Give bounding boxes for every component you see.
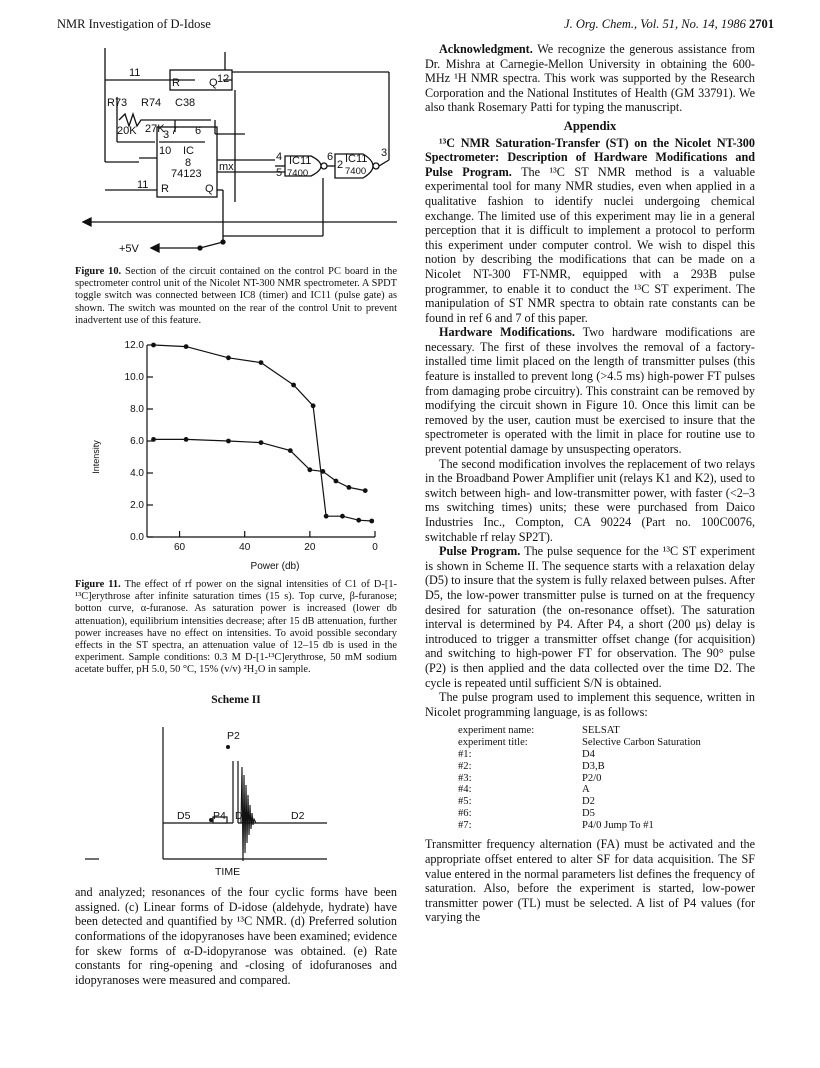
running-header-journal <box>564 17 774 32</box>
label-7400b: 7400 <box>345 166 367 177</box>
program-key: #3: <box>458 772 472 784</box>
data-point <box>291 383 296 388</box>
program-key: #1: <box>458 748 472 760</box>
y-tick-label: 4.0 <box>130 468 144 480</box>
label-3b: 3 <box>381 147 388 159</box>
y-tick-label: 12.0 <box>124 340 144 352</box>
final-paragraph: Transmitter frequency alternation (FA) must be activated and the appropriate offset entered to alter SF for data acquisition. The SF value entered in the normal parameters list defines the frequency of saturation. Also, before the experiment is started, low-power transmitter power (TL) must be selected. A list of P4 values (for varying the <box>425 837 755 925</box>
label-7: 7 <box>171 125 178 137</box>
program-value: D2 <box>582 796 595 808</box>
y-tick-label: 10.0 <box>124 372 144 384</box>
data-point <box>311 403 316 408</box>
label-ic: IC <box>183 145 194 157</box>
scheme-2-diagram <box>75 711 397 879</box>
label-10: 10 <box>159 145 172 157</box>
journal-citation: J. Org. Chem., Vol. 51, No. 14, 1986 <box>564 17 746 31</box>
label-p2: P2 <box>227 730 240 743</box>
data-point <box>324 514 329 519</box>
x-axis-label: Power (db) <box>250 561 300 573</box>
pulse-program-paragraph: Pulse Program. The pulse sequence for the ¹³C ST experiment is shown in Scheme II. The sequence starts with a relaxation delay (D5) to insure that the system is fully relaxed between pulses. After D5, the low-power transmitter pulse is turned on at the frequency desired for saturation (the on-resonance offset). The saturation interval is determined by P4. After P4, a short (200 μs) delay is introduced to trigger a transmitter offset change (for acquisition) and switching to high-power FT for observation. The 90° pulse (P2) is then applied and the data collected over the time D2. The cycle is repeated until sufficient S/N is obtained. <box>425 544 755 690</box>
figure-10-caption: Figure 10. Section of the circuit contained on the control PC board in the spectrometer control unit of the Nicolet NT-300 NMR spectrometer. A SPDT toggle switch was connected between IC8 (timer) and IC11 (pulse gate) as shown. The switch was mounted on the rear of the control Unit to prevent inadvertent use of this feature. <box>75 266 397 326</box>
label-plus5v: +5V <box>119 243 139 255</box>
program-key: experiment title: <box>458 737 528 749</box>
label-74123: 74123 <box>171 168 202 180</box>
label-c38: C38 <box>175 97 196 109</box>
label-11: 11 <box>129 67 141 79</box>
label-d5: D5 <box>177 810 191 823</box>
label-11b: 11 <box>137 179 149 191</box>
appendix-heading: Appendix <box>563 118 617 133</box>
data-point <box>151 437 156 442</box>
figure-10-circuit <box>75 42 397 266</box>
data-point <box>259 440 264 445</box>
y-axis-label: Intensity <box>91 440 101 474</box>
x-tick-label: 40 <box>239 542 251 554</box>
label-6: 6 <box>195 125 202 137</box>
data-point <box>226 355 231 360</box>
label-ic11a: IC11 <box>289 155 312 167</box>
label-r74: R74 <box>141 97 162 109</box>
program-value: P2/0 <box>582 772 602 784</box>
data-point <box>356 518 361 523</box>
label-2: 2 <box>337 159 344 171</box>
program-value: SELSAT <box>582 725 620 737</box>
pulse-program-listing <box>458 725 701 831</box>
x-tick-label: 60 <box>174 542 186 554</box>
program-row <box>458 820 701 832</box>
label-r73: R73 <box>107 97 128 109</box>
program-row <box>458 749 701 761</box>
data-point <box>151 343 156 348</box>
left-column <box>75 42 397 987</box>
program-key: #4: <box>458 784 472 796</box>
data-point <box>363 488 368 493</box>
left-column-conclusion-text: and analyzed; resonances of the four cyclic forms have been assigned. (c) Linear forms of D-idose (aldehyde, hydrate) have been detected and quantified by ¹³C NMR. (d) Preferred solution conformations of the idopyranoses have been examined; evidence for skew forms of α-D-idopyranose was obtained. (e) Rate constants for ring-opening and -closing of idofuranoses and idopyranoses were measured and compared. <box>75 885 397 987</box>
label-time: TIME <box>215 866 241 879</box>
label-p4: P4 <box>213 810 226 823</box>
running-header-title: NMR Investigation of D-Idose <box>57 17 211 31</box>
label-4: 4 <box>276 151 283 163</box>
series-2-line <box>154 439 366 490</box>
program-row <box>458 808 701 820</box>
program-key: #6: <box>458 807 472 819</box>
program-row <box>458 784 701 796</box>
program-key: #5: <box>458 796 472 808</box>
data-point <box>369 519 374 524</box>
label-R: R <box>172 77 180 89</box>
label-d3: D3 <box>235 810 249 823</box>
data-point <box>288 448 293 453</box>
label-mx: mx <box>219 161 234 173</box>
data-point <box>334 479 339 484</box>
program-value: D5 <box>582 807 595 819</box>
label-Q: Q <box>209 77 218 89</box>
program-key: #7: <box>458 819 472 831</box>
label-27k: 27K <box>145 123 165 135</box>
y-tick-label: 2.0 <box>130 500 144 512</box>
label-5: 5 <box>276 167 283 179</box>
st-paragraph: ¹³C NMR Saturation-Transfer (ST) on the Nicolet NT-300 Spectrometer: Description of Hardware Modifications and Pulse Program. The ¹³C ST NMR method is a valuable experimental tool for many NMR studies, even when applied in a qualitative fashion to identify nuclei undergoing chemical exchange. The limited use of this experiment may lie in a general perception that it is difficult to implement a protocol to perform this experiment under computer control. We wish to dispel this notion by describing the modifications that can be made on a Nicolet NT-300 FT-NMR, equipped with a 293B pulse programmer, to enable it to conduct the ¹³C ST experiment. The manipulation of ST NMR spectra to obtain rate constants can be found in ref 6 and 7 of this paper. <box>425 135 756 325</box>
program-key: #2: <box>458 760 472 772</box>
program-row <box>458 773 701 785</box>
program-value: D4 <box>582 748 595 760</box>
program-row <box>458 796 701 808</box>
program-row <box>458 725 701 737</box>
label-R2: R <box>161 183 169 195</box>
label-d2: D2 <box>291 810 305 823</box>
program-value: Selective Carbon Saturation <box>582 737 701 749</box>
page-number: 2701 <box>749 17 774 31</box>
label-12: 12 <box>217 73 230 85</box>
data-point <box>226 439 231 444</box>
data-point <box>340 514 345 519</box>
program-row <box>458 761 701 773</box>
second-modification-paragraph: The second modification involves the replacement of two relays in the Broadband Power Amplifier unit (relays K1 and K2), used to switch between high- and low-transmitter power, with faster (<2–3 ms switching times) units; these were purchased from Daico Industries Inc., Compton, CA 90224 (Part no. 100C0076, switchable rf relay SP2T). <box>425 456 755 544</box>
data-point <box>184 344 189 349</box>
right-column <box>425 42 755 925</box>
label-20k: 20K <box>117 125 137 137</box>
label-6b: 6 <box>327 151 334 163</box>
program-value: P4/0 Jump To #1 <box>582 819 654 831</box>
program-key: experiment name: <box>458 725 535 737</box>
x-tick-label: 20 <box>304 542 316 554</box>
data-point <box>307 467 312 472</box>
hardware-paragraph: Hardware Modifications. Two hardware modifications are necessary. The first of these involves the removal of a factory-installed time limit placed on the length of transmitter pulses (this feature is installed to prevent long (>4.5 ms) high-power FT pulses from damaging probe circuitry). This constraint can be removed by modifying the circuit shown in Figure 10. Once this limit can be removed by the user, caution must be exercised to insure that the spectrometer is operated with the limit in place for routine use to prevent potential damage by unsuspecting operators. <box>425 325 755 457</box>
program-value: D3,B <box>582 760 605 772</box>
label-3: 3 <box>163 129 170 141</box>
x-tick-label: 0 <box>372 542 378 554</box>
y-tick-label: 8.0 <box>130 404 144 416</box>
data-point <box>259 360 264 365</box>
data-point <box>320 469 325 474</box>
figure-11-caption: Figure 11. The effect of rf power on the signal intensities of C1 of D-[1-¹³C]erythrose after infinite saturation times (15 s). Top curve, β-furanose; botton curve, α-furanose. As saturation power is increased (lower db attenuation), equilibrium intensities decrease; after 15 dB attenuation, further power increases have no effect on intensities. To avoid possible secondary effects in the ST spectra, an attenuation value of 12–15 db is used in the experiment. Sample conditions: 0.3 M D-[1-¹³C]erythrose, 50 mM sodium acetate buffer, pH 5.0, 50 °C, 15% (v/v) ²H₂O in sample. <box>75 579 397 676</box>
label-Qbar: Q <box>205 183 214 195</box>
scheme-2-title: Scheme II <box>211 693 261 706</box>
program-row <box>458 737 701 749</box>
y-tick-label: 6.0 <box>130 436 144 448</box>
series-1-line <box>154 345 372 521</box>
data-point <box>184 437 189 442</box>
figure-11-chart <box>75 337 397 575</box>
acknowledgment-paragraph: Acknowledgment. We recognize the generous assistance from Dr. Mishra at Carnegie-Mellon University in obtaining the 600-MHz ¹H NMR spectra. This work was supported by the Research Corporation and the National Institutes of Health (GM 33791). We also thank Rosemary Patti for typing the manuscript. <box>425 42 755 115</box>
data-point <box>347 485 352 490</box>
label-8: 8 <box>185 157 192 169</box>
program-value: A <box>582 784 590 796</box>
label-7400a: 7400 <box>287 168 309 179</box>
y-tick-label: 0.0 <box>130 532 144 544</box>
label-ic11b: IC11 <box>345 153 368 165</box>
pulse-program-intro: The pulse program used to implement this sequence, written in Nicolet programming language, is as follows: <box>425 690 755 719</box>
